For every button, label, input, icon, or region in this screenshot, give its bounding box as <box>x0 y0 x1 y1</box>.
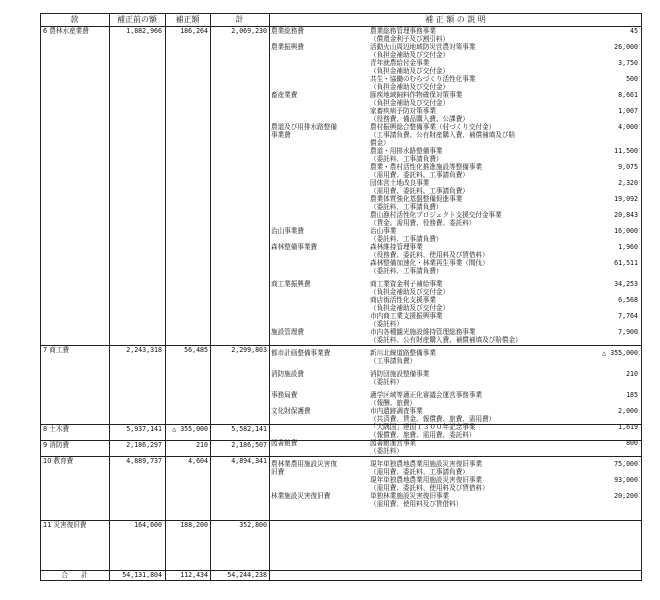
section-total: 5,582,141 <box>231 425 267 433</box>
line-description: （委託料、工事請負費） <box>370 267 443 275</box>
section-before: 1,882,966 <box>126 27 162 35</box>
line-description: 商工業資金利子補給事業 <box>370 280 443 288</box>
section-amount: 4,604 <box>188 457 208 465</box>
section-kuan: 10 教育費 <box>43 457 74 465</box>
line-description: 豚疾地域飼料作物確保対策事業 <box>370 91 463 99</box>
line-description: 青年就農給付金事業 <box>370 59 430 67</box>
line-description: 農山漁村活性化プロジェクト支援交付金事業 <box>370 211 502 219</box>
section-kuan: 11 災害復旧費 <box>43 521 87 529</box>
line-description: （委託料、工事請負費） <box>370 155 443 163</box>
line-amount: 11,500 <box>614 147 638 155</box>
line-description: 新川北線道路整備事業 <box>370 349 436 357</box>
line-amount: 1,619 <box>618 423 638 431</box>
line-description: （工事請負費） <box>370 357 417 365</box>
line-description: （負担金補助及び交付金） <box>370 67 450 75</box>
section-total: 2,299,803 <box>231 346 267 354</box>
line-description: （委託料、工事請負費） <box>370 235 443 243</box>
line-description: 商店街活性化支援事業 <box>370 296 436 304</box>
line-description: 農業総務管理事務事業 <box>370 27 436 35</box>
line-kou: 事務局費 <box>271 391 298 399</box>
column-divider <box>269 13 270 581</box>
line-description: （負担金補助及び交付金） <box>370 83 450 91</box>
line-kou: 消防施設費 <box>271 370 304 378</box>
section-amount: 56,485 <box>184 346 208 354</box>
line-kou: 畜産業費 <box>271 91 298 99</box>
line-description: （負担金補助及び交付金） <box>370 304 450 312</box>
line-description: （負担金補助及び交付金） <box>370 99 450 107</box>
header-description: 補 正 額 の 説 明 <box>425 15 486 24</box>
column-divider <box>165 13 166 581</box>
line-description: （需用費、委託料、使用料及び賃借料） <box>370 484 489 492</box>
line-kou: 農林業農用施設災害復 <box>271 460 337 468</box>
line-amount: 20,200 <box>614 492 638 500</box>
line-description: 償金） <box>370 139 390 147</box>
line-description: 農道・用排水路整備事業 <box>370 147 443 155</box>
line-description: （委託料、工事請負費） <box>370 203 443 211</box>
line-description: 現年単独農地農業用施設災害復旧事業 <box>370 476 483 484</box>
line-amount: 2,000 <box>618 407 638 415</box>
section-kuan: 6 農林水産業費 <box>43 27 89 35</box>
line-amount: 1,960 <box>618 243 638 251</box>
section-total: 4,894,341 <box>231 457 267 465</box>
line-description: 市内遺跡調査事業 <box>370 407 423 415</box>
line-amount: 61,511 <box>614 259 638 267</box>
line-description: （負担金補助及び交付金） <box>370 51 450 59</box>
line-amount: 500 <box>626 75 638 83</box>
line-kou: 商工業振興費 <box>271 280 311 288</box>
section-rule <box>40 520 642 521</box>
line-kou: 林業施設災害復旧費 <box>271 492 331 500</box>
line-description: 森林整備加速化・林業再生事業（間伐） <box>370 259 489 267</box>
section-kuan: 7 商工費 <box>43 346 70 354</box>
line-amount: 6,568 <box>618 296 638 304</box>
line-description: 消防団施設整備事業 <box>370 370 430 378</box>
line-amount: 45 <box>630 27 638 35</box>
section-total: 2,186,507 <box>231 441 267 449</box>
line-kou: 森林整備事業費 <box>271 243 318 251</box>
budget-table <box>40 13 642 581</box>
line-amount: 2,320 <box>618 179 638 187</box>
line-amount: 20,843 <box>614 211 638 219</box>
line-kou: 都市計画整備事業費 <box>271 349 331 357</box>
line-amount: 16,000 <box>614 227 638 235</box>
section-amount: 210 <box>196 441 208 449</box>
line-kou: 農業振興費 <box>271 43 304 51</box>
section-amount: 186,264 <box>180 27 208 35</box>
line-description: （委託料） <box>370 320 403 328</box>
section-kuan: 8 土木費 <box>43 425 70 433</box>
line-description: 団体営土地改良事業 <box>370 179 430 187</box>
total-label: 合 計 <box>61 571 88 579</box>
line-kou: 事業費 <box>271 131 291 139</box>
section-total: 2,069,230 <box>231 27 267 35</box>
line-description: （報償費、旅費、需用費、委託料） <box>370 431 476 439</box>
section-total: 352,800 <box>239 521 267 529</box>
line-amount: 3,750 <box>618 59 638 67</box>
line-description: 家畜疾病予防対策事業 <box>370 107 436 115</box>
line-description: 農業体質強化基盤整備促進事業 <box>370 195 463 203</box>
line-description: （需用費、委託料、工事請負費） <box>370 468 469 476</box>
line-description: （委託料） <box>370 447 403 455</box>
line-kou: 文化財保護費 <box>271 407 311 415</box>
line-kou: 図書館費 <box>271 439 298 447</box>
line-kou: 治山事業費 <box>271 227 304 235</box>
total-total: 54,244,238 <box>227 571 267 579</box>
line-description: （委託料、公有財産購入費、補償補填及び賠償金） <box>370 336 522 344</box>
line-amount: 4,000 <box>618 123 638 131</box>
line-kou: 施設管理費 <box>271 328 304 336</box>
line-description: 単独林業施設災害復旧事業 <box>370 492 450 500</box>
total-before: 54,131,804 <box>122 571 162 579</box>
line-description: 農業・農村活性化推進施設等整備事業 <box>370 163 483 171</box>
line-description: （役務費、委託料、使用料及び賃借料） <box>370 251 489 259</box>
line-description: 市内各種観光施設維持管理総務事業 <box>370 328 476 336</box>
section-before: 2,243,318 <box>126 346 162 354</box>
line-amount: 7,764 <box>618 312 638 320</box>
line-description: 図書館運営事業 <box>370 439 417 447</box>
line-amount: 8,661 <box>618 91 638 99</box>
line-amount: 800 <box>626 439 638 447</box>
line-kou: 農道及び用排水路整備 <box>271 123 337 131</box>
line-amount: 75,000 <box>614 460 638 468</box>
line-description: （負担金補助及び交付金） <box>370 288 450 296</box>
line-description: （役務費、備品購入費、公課費） <box>370 115 469 123</box>
line-amount: △ 355,000 <box>602 349 638 357</box>
line-amount: 34,253 <box>614 280 638 288</box>
line-description: 森林維持管理事業 <box>370 243 423 251</box>
column-divider <box>210 13 211 581</box>
header-total: 計 <box>235 15 244 24</box>
line-amount: 9,075 <box>618 163 638 171</box>
line-amount: 1,007 <box>618 107 638 115</box>
line-amount: 93,000 <box>614 476 638 484</box>
line-description: 農村振興総合整備事業（村づくり交付金） <box>370 123 496 131</box>
line-description: 適学区域等適正化審議会運営事務事業 <box>370 391 483 399</box>
line-description: （報酬、旅費） <box>370 399 417 407</box>
total-amount: 112,434 <box>180 571 208 579</box>
line-description: （需用費、委託料、工事請負費） <box>370 187 469 195</box>
line-amount: 26,000 <box>614 43 638 51</box>
line-description: （需用費、委託料、工事請負費） <box>370 171 469 179</box>
column-divider <box>109 13 110 581</box>
section-kuan: 9 消防費 <box>43 441 70 449</box>
line-description: 市内商工業支援振興事業 <box>370 312 443 320</box>
header-kuan: 款 <box>70 15 79 24</box>
header-amount: 補正額 <box>175 15 200 24</box>
line-description: （償還金利子及び割引料） <box>370 35 450 43</box>
line-description: 活動火山周辺地域防災営農対策事業 <box>370 43 476 51</box>
line-amount: 210 <box>626 370 638 378</box>
line-kou: 農業総務費 <box>271 27 304 35</box>
line-kou: 旧費 <box>271 468 285 476</box>
line-amount: 185 <box>626 391 638 399</box>
table-border <box>40 13 642 581</box>
line-description: 現年単独農地農業用施設災害復旧事業 <box>370 460 483 468</box>
section-before: 2,186,297 <box>126 441 162 449</box>
line-description: （需用費、使用料及び賃借料） <box>370 500 463 508</box>
line-description: 共生・協働のむらづくり活性化事業 <box>370 75 476 83</box>
line-description: （工事請負費、公有財産購入費、補償補填及び賠 <box>370 131 516 139</box>
line-amount: 7,900 <box>618 328 638 336</box>
line-amount: 19,092 <box>614 195 638 203</box>
header-before: 補正前の額 <box>117 15 157 24</box>
line-description: 「大隅国」建国１３００年記念事業 <box>370 423 476 431</box>
section-before: 164,600 <box>134 521 162 529</box>
section-before: 4,889,737 <box>126 457 162 465</box>
line-description: （委託料） <box>370 378 403 386</box>
section-amount: 188,200 <box>180 521 208 529</box>
line-description: （賃金、需用費、役務費、委託料） <box>370 219 476 227</box>
line-description: 治山事業 <box>370 227 397 235</box>
line-description: （共済費、賃金、報償費、旅費、需用費） <box>370 415 496 423</box>
section-before: 5,937,141 <box>126 425 162 433</box>
section-amount: △ 355,000 <box>172 425 208 433</box>
